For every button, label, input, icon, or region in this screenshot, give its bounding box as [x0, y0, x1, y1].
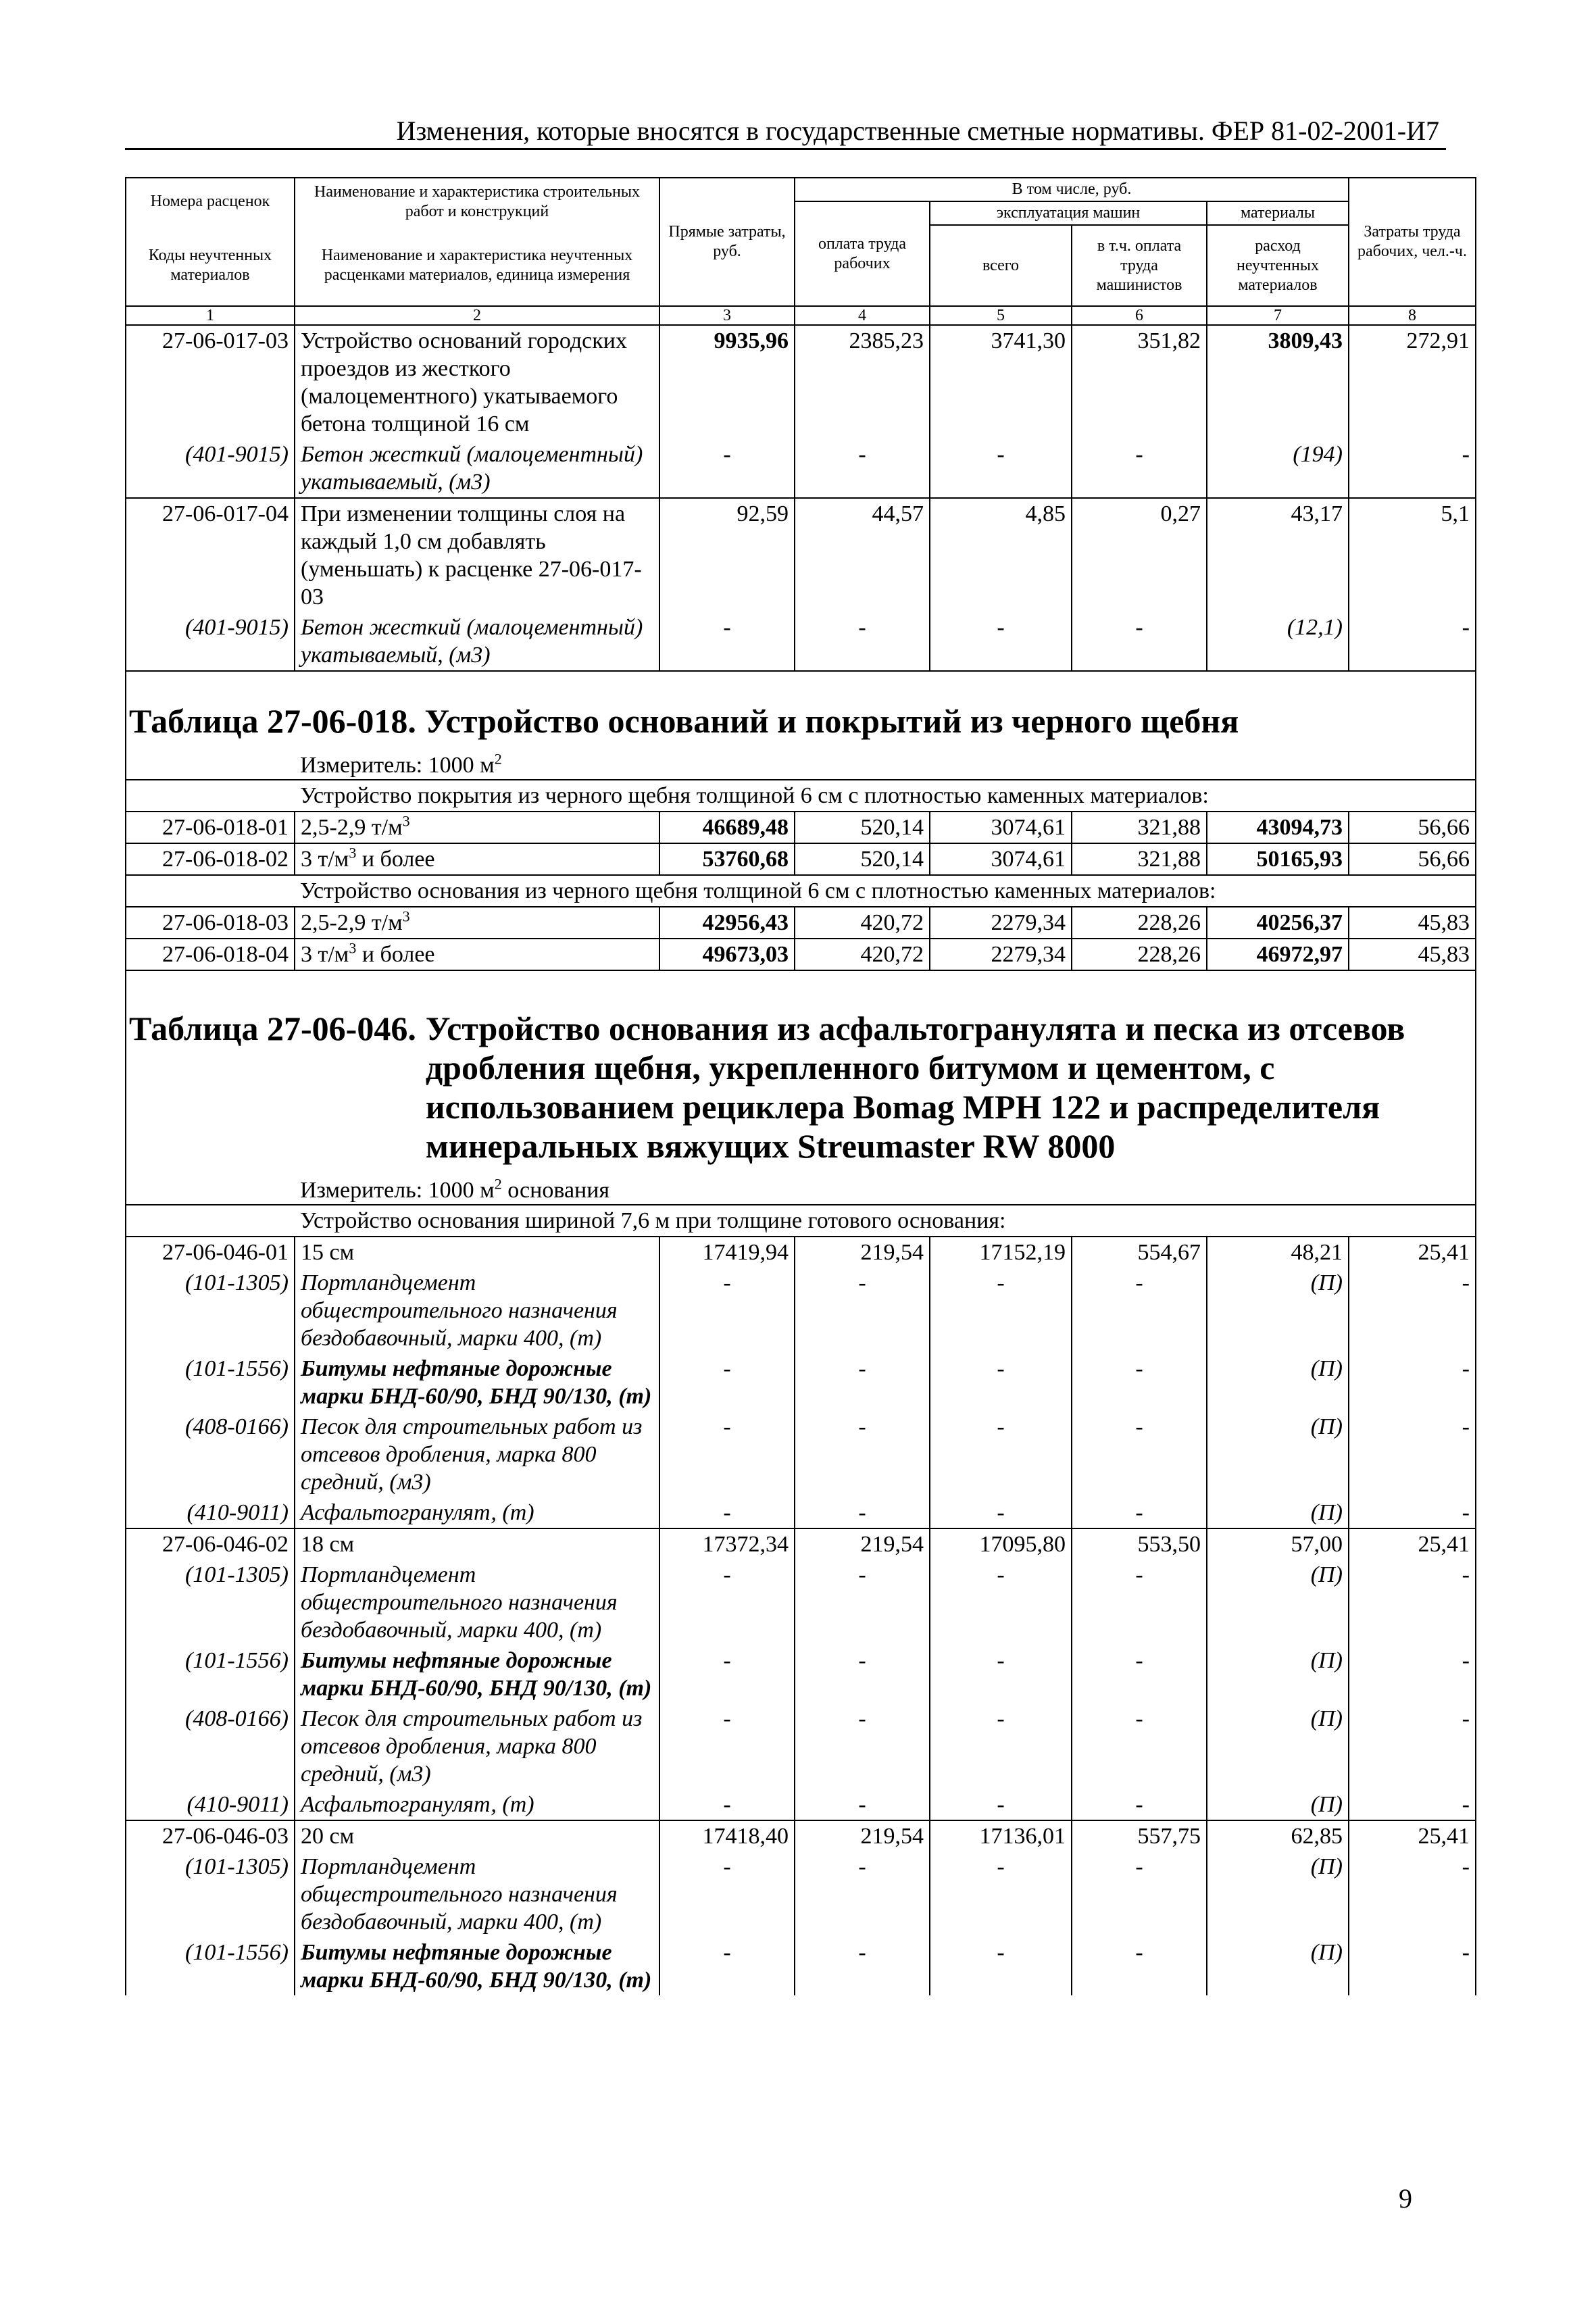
cell-labor-hours: -	[1349, 1560, 1476, 1645]
header-group: В том числе, руб.	[795, 178, 1349, 201]
cell-labor-hours: 56,66	[1349, 812, 1476, 843]
rate-code: 27-06-046-02	[126, 1528, 295, 1560]
rate-name: 2,5-2,9 $т/м^3$	[295, 812, 659, 843]
cell-direct-cost: 42956,43	[659, 907, 795, 939]
cell-direct-cost: -	[659, 1497, 795, 1528]
header-exploitation: эксплуатация машин	[930, 201, 1207, 225]
cell-labor-hours: -	[1349, 439, 1476, 498]
header-col2-bottom: Наименование и характеристика неучтенных расценками материалов, единица измерения	[295, 225, 659, 306]
subtitle-text: Устройство основания из черного щебня толщиной 6 см с плотностью каменных материалов:	[295, 875, 1476, 907]
material-code: (101-1305)	[126, 1560, 295, 1645]
table-row	[126, 1237, 1476, 1268]
cell-labor-hours: 56,66	[1349, 843, 1476, 875]
cell-machines-total: 17152,19	[930, 1237, 1072, 1268]
cell-direct-cost: -	[659, 1789, 795, 1820]
material-code: (408-0166)	[126, 1703, 295, 1789]
rates-table	[125, 177, 1476, 1995]
cell-machinists-pay: 557,75	[1072, 1820, 1207, 1851]
cell-labor-pay: 219,54	[795, 1528, 930, 1560]
cell-direct-cost: 17419,94	[659, 1237, 795, 1268]
cell-machinists-pay: -	[1072, 1703, 1207, 1789]
cell-direct-cost: -	[659, 1268, 795, 1353]
cell-machines-total: 4,85	[930, 498, 1072, 612]
cell-machinists-pay: -	[1072, 1645, 1207, 1703]
cell-materials: 50165,93	[1207, 843, 1349, 875]
table-row	[126, 1353, 1476, 1412]
cell-labor-hours: 45,83	[1349, 939, 1476, 970]
col-num: 7	[1207, 306, 1349, 325]
cell-machines-total: 17095,80	[930, 1528, 1072, 1560]
cell-machines-total: -	[930, 1789, 1072, 1820]
col-num: 2	[295, 306, 659, 325]
material-name: Портландцемент общестроительного назначения бездобавочный, марки 400, (т)	[295, 1560, 659, 1645]
column-number-row	[126, 306, 1476, 325]
table-046-title-lead: Таблица 27-06-046.	[129, 1010, 416, 1047]
cell-labor-hours: 25,41	[1349, 1820, 1476, 1851]
cell-direct-cost: -	[659, 1353, 795, 1412]
cell-machines-total: 2279,34	[930, 939, 1072, 970]
rate-code: 27-06-017-04	[126, 498, 295, 612]
cell-materials: 62,85	[1207, 1820, 1349, 1851]
header-col1-top: Номера расценок	[126, 178, 295, 225]
material-code: (401-9015)	[126, 612, 295, 671]
table-row	[126, 439, 1476, 498]
cell-direct-cost: -	[659, 439, 795, 498]
cell-materials: (12,1)	[1207, 612, 1349, 671]
cell-machines-total: 3074,61	[930, 843, 1072, 875]
material-name: Битумы нефтяные дорожные марки БНД-60/90, БНД 90/130, (т)	[295, 1353, 659, 1412]
cell-labor-pay: -	[795, 439, 930, 498]
header-col2-top: Наименование и характеристика строительных работ и конструкций	[295, 178, 659, 225]
cell-materials: 43,17	[1207, 498, 1349, 612]
subtitle-text: Устройство покрытия из черного щебня толщиной 6 см с плотностью каменных материалов:	[295, 780, 1476, 812]
material-code: (401-9015)	[126, 439, 295, 498]
cell-machines-total: 2279,34	[930, 907, 1072, 939]
cell-machines-total: -	[930, 1645, 1072, 1703]
cell-machines-total: -	[930, 612, 1072, 671]
cell-labor-hours: -	[1349, 1851, 1476, 1937]
cell-machines-total: -	[930, 1851, 1072, 1937]
cell-machines-total: -	[930, 1353, 1072, 1412]
cell-materials: (П)	[1207, 1851, 1349, 1937]
table-row	[126, 907, 1476, 939]
page-header	[125, 109, 1446, 150]
cell-labor-pay: -	[795, 1789, 930, 1820]
material-code: (408-0166)	[126, 1412, 295, 1497]
cell-labor-pay: 44,57	[795, 498, 930, 612]
rate-code: 27-06-017-03	[126, 325, 295, 439]
cell-machinists-pay: -	[1072, 1353, 1207, 1412]
cell-labor-pay: -	[795, 1560, 930, 1645]
table-row	[126, 1703, 1476, 1789]
cell-machinists-pay: 321,88	[1072, 812, 1207, 843]
table-018-subtitle-1	[126, 780, 1476, 812]
table-018-title: Таблица 27-06-018. Устройство оснований и покрытий из черного щебня	[129, 702, 1239, 740]
header-col7: расход неучтенных материалов	[1207, 225, 1349, 306]
table-018-title-row	[126, 671, 1476, 745]
rate-name: 3 $т/м^3$ и более	[295, 939, 659, 970]
table-018-measure: Измеритель: 1000 $м^2$	[295, 745, 1476, 780]
table-row	[126, 1412, 1476, 1497]
cell-machinists-pay: -	[1072, 612, 1207, 671]
table-row	[126, 939, 1476, 970]
col-num: 3	[659, 306, 795, 325]
cell-materials: 43094,73	[1207, 812, 1349, 843]
cell-machinists-pay: -	[1072, 1560, 1207, 1645]
cell-machinists-pay: 554,67	[1072, 1237, 1207, 1268]
cell-machines-total: -	[930, 439, 1072, 498]
cell-machines-total: 3074,61	[930, 812, 1072, 843]
subtitle-text: Устройство основания шириной 7,6 м при толщине готового основания:	[295, 1205, 1476, 1237]
material-name: Асфальтогранулят, (т)	[295, 1789, 659, 1820]
cell-direct-cost: 17372,34	[659, 1528, 795, 1560]
cell-materials: (П)	[1207, 1937, 1349, 1995]
table-row	[126, 325, 1476, 439]
table-row	[126, 1937, 1476, 1995]
document-body	[125, 177, 1475, 1995]
cell-materials: (П)	[1207, 1412, 1349, 1497]
cell-labor-hours: 25,41	[1349, 1237, 1476, 1268]
cell-materials: (П)	[1207, 1497, 1349, 1528]
rate-name: 2,5-2,9 $т/м^3$	[295, 907, 659, 939]
cell-direct-cost: -	[659, 1851, 795, 1937]
cell-labor-hours: -	[1349, 1497, 1476, 1528]
cell-materials: (П)	[1207, 1268, 1349, 1353]
cell-labor-hours: 25,41	[1349, 1528, 1476, 1560]
cell-direct-cost: -	[659, 1703, 795, 1789]
cell-labor-hours: 5,1	[1349, 498, 1476, 612]
cell-machinists-pay: 0,27	[1072, 498, 1207, 612]
cell-labor-hours: -	[1349, 1645, 1476, 1703]
cell-materials: (П)	[1207, 1703, 1349, 1789]
cell-labor-pay: -	[795, 1937, 930, 1995]
material-code: (101-1556)	[126, 1353, 295, 1412]
cell-labor-hours: 45,83	[1349, 907, 1476, 939]
cell-labor-pay: -	[795, 1412, 930, 1497]
table-row	[126, 1820, 1476, 1851]
table-row	[126, 1528, 1476, 1560]
table-046	[126, 970, 1476, 1995]
cell-machines-total: 17136,01	[930, 1820, 1072, 1851]
cell-direct-cost: -	[659, 1645, 795, 1703]
cell-materials: 40256,37	[1207, 907, 1349, 939]
cell-materials: 46972,97	[1207, 939, 1349, 970]
col-num: 6	[1072, 306, 1207, 325]
cell-machinists-pay: 228,26	[1072, 907, 1207, 939]
cell-materials: (П)	[1207, 1645, 1349, 1703]
cell-materials: 3809,43	[1207, 325, 1349, 439]
table-row	[126, 612, 1476, 671]
cell-labor-hours: -	[1349, 1412, 1476, 1497]
cell-machinists-pay: -	[1072, 1497, 1207, 1528]
cell-machines-total: -	[930, 1412, 1072, 1497]
cell-labor-pay: -	[795, 1703, 930, 1789]
col-num: 5	[930, 306, 1072, 325]
material-code: (101-1305)	[126, 1851, 295, 1937]
cell-labor-pay: 420,72	[795, 907, 930, 939]
cell-labor-pay: 520,14	[795, 812, 930, 843]
cell-labor-pay: -	[795, 1268, 930, 1353]
cell-labor-hours: -	[1349, 612, 1476, 671]
rate-code: 27-06-018-03	[126, 907, 295, 939]
rate-code: 27-06-046-03	[126, 1820, 295, 1851]
rate-code: 27-06-018-02	[126, 843, 295, 875]
rate-code: 27-06-018-04	[126, 939, 295, 970]
header-col4: оплата труда рабочих	[795, 201, 930, 306]
header-materials: материалы	[1207, 201, 1349, 225]
material-name: Бетон жесткий (малоцементный) укатываемый, (м3)	[295, 439, 659, 498]
material-code: (101-1556)	[126, 1937, 295, 1995]
cell-machinists-pay: -	[1072, 439, 1207, 498]
material-name: Бетон жесткий (малоцементный) укатываемый, (м3)	[295, 612, 659, 671]
table-018	[126, 671, 1476, 970]
cell-direct-cost: 53760,68	[659, 843, 795, 875]
cell-direct-cost: -	[659, 1560, 795, 1645]
table-046-measure-row	[126, 1170, 1476, 1205]
table-row	[126, 1851, 1476, 1937]
table-018-measure-row	[126, 745, 1476, 780]
cell-machines-total: -	[930, 1937, 1072, 1995]
cell-direct-cost: 49673,03	[659, 939, 795, 970]
cell-machines-total: -	[930, 1560, 1072, 1645]
rate-name: При изменении толщины слоя на каждый 1,0 см добавлять (уменьшать) к расценке 27-06-017-03	[295, 498, 659, 612]
rate-code: 27-06-046-01	[126, 1237, 295, 1268]
table-row	[126, 1497, 1476, 1528]
material-code: (101-1305)	[126, 1268, 295, 1353]
material-name: Портландцемент общестроительного назначения бездобавочный, марки 400, (т)	[295, 1851, 659, 1937]
cell-machinists-pay: 228,26	[1072, 939, 1207, 970]
table-row	[126, 1645, 1476, 1703]
material-name: Портландцемент общестроительного назначения бездобавочный, марки 400, (т)	[295, 1268, 659, 1353]
cell-labor-hours: -	[1349, 1937, 1476, 1995]
table-046-title-row	[126, 970, 1476, 1170]
cell-machines-total: -	[930, 1703, 1072, 1789]
col-num: 1	[126, 306, 295, 325]
cell-labor-pay: -	[795, 1497, 930, 1528]
cell-materials: (П)	[1207, 1353, 1349, 1412]
table-046-measure: Измеритель: 1000 $м^2$ основания	[295, 1170, 1476, 1205]
header-col1-bottom: Коды неучтенных материалов	[126, 225, 295, 306]
table-row	[126, 1560, 1476, 1645]
cell-labor-pay: 520,14	[795, 843, 930, 875]
col-num: 8	[1349, 306, 1476, 325]
cell-direct-cost: 17418,40	[659, 1820, 795, 1851]
rate-name: 15 см	[295, 1237, 659, 1268]
cell-machinists-pay: 351,82	[1072, 325, 1207, 439]
cell-machinists-pay: 321,88	[1072, 843, 1207, 875]
material-code: (410-9011)	[126, 1497, 295, 1528]
cell-machinists-pay: -	[1072, 1937, 1207, 1995]
table-row	[126, 498, 1476, 612]
rate-name: 18 см	[295, 1528, 659, 1560]
cell-direct-cost: -	[659, 1412, 795, 1497]
header-col8: Затраты труда рабочих, чел.-ч.	[1349, 178, 1476, 306]
material-name: Битумы нефтяные дорожные марки БНД-60/90, БНД 90/130, (т)	[295, 1645, 659, 1703]
cell-labor-pay: -	[795, 1353, 930, 1412]
table-018-subtitle-2	[126, 875, 1476, 907]
cell-labor-hours: -	[1349, 1268, 1476, 1353]
material-code: (101-1556)	[126, 1645, 295, 1703]
rate-name: 20 см	[295, 1820, 659, 1851]
table-row	[126, 843, 1476, 875]
block-017	[126, 325, 1476, 671]
cell-direct-cost: 46689,48	[659, 812, 795, 843]
cell-materials: (П)	[1207, 1789, 1349, 1820]
cell-materials: (194)	[1207, 439, 1349, 498]
material-name: Песок для строительных работ из отсевов дробления, марка 800 средний, (м3)	[295, 1412, 659, 1497]
table-row	[126, 1789, 1476, 1820]
cell-machines-total: -	[930, 1497, 1072, 1528]
cell-machinists-pay: -	[1072, 1412, 1207, 1497]
cell-materials: (П)	[1207, 1560, 1349, 1645]
cell-labor-pay: -	[795, 612, 930, 671]
cell-labor-pay: -	[795, 1645, 930, 1703]
col-num: 4	[795, 306, 930, 325]
cell-labor-pay: -	[795, 1851, 930, 1937]
cell-labor-pay: 2385,23	[795, 325, 930, 439]
header-col5: всего	[930, 225, 1072, 306]
cell-direct-cost: 92,59	[659, 498, 795, 612]
table-046-subtitle	[126, 1205, 1476, 1237]
material-name: Битумы нефтяные дорожные марки БНД-60/90, БНД 90/130, (т)	[295, 1937, 659, 1995]
material-name: Асфальтогранулят, (т)	[295, 1497, 659, 1528]
cell-machinists-pay: -	[1072, 1268, 1207, 1353]
material-name: Песок для строительных работ из отсевов дробления, марка 800 средний, (м3)	[295, 1703, 659, 1789]
cell-labor-hours: -	[1349, 1703, 1476, 1789]
cell-labor-pay: 219,54	[795, 1237, 930, 1268]
header-title: Изменения, которые вносятся в государственные сметные нормативы. ФЕР 81-02-2001-И7	[396, 116, 1439, 146]
cell-machines-total: -	[930, 1268, 1072, 1353]
cell-machinists-pay: 553,50	[1072, 1528, 1207, 1560]
table-header	[126, 178, 1476, 325]
rate-name: Устройство оснований городских проездов из жесткого (малоцементного) укатываемого бетона толщиной 16 см	[295, 325, 659, 439]
material-code: (410-9011)	[126, 1789, 295, 1820]
cell-machinists-pay: -	[1072, 1789, 1207, 1820]
table-row	[126, 812, 1476, 843]
cell-labor-hours: -	[1349, 1353, 1476, 1412]
cell-direct-cost: -	[659, 1937, 795, 1995]
table-046-title	[129, 1009, 1472, 1166]
rate-code: 27-06-018-01	[126, 812, 295, 843]
header-col3: Прямые затраты, руб.	[659, 178, 795, 306]
header-col6: в т.ч. оплата труда машинистов	[1072, 225, 1207, 306]
cell-labor-pay: 219,54	[795, 1820, 930, 1851]
cell-labor-hours: 272,91	[1349, 325, 1476, 439]
table-row	[126, 1268, 1476, 1353]
table-046-title-text: Устройство основания из асфальтогранулята и песка из отсевов дробления щебня, укрепленного битумом и цементом, с использованием рециклера Bomag MPH 122 и распределителя минеральных вяжущих Streumaster RW 8000	[425, 1010, 1405, 1165]
cell-labor-pay: 420,72	[795, 939, 930, 970]
page-number: 9	[1399, 2183, 1412, 2214]
cell-direct-cost: 9935,96	[659, 325, 795, 439]
cell-machinists-pay: -	[1072, 1851, 1207, 1937]
cell-materials: 48,21	[1207, 1237, 1349, 1268]
cell-machines-total: 3741,30	[930, 325, 1072, 439]
cell-materials: 57,00	[1207, 1528, 1349, 1560]
cell-labor-hours: -	[1349, 1789, 1476, 1820]
rate-name: 3 $т/м^3$ и более	[295, 843, 659, 875]
cell-direct-cost: -	[659, 612, 795, 671]
